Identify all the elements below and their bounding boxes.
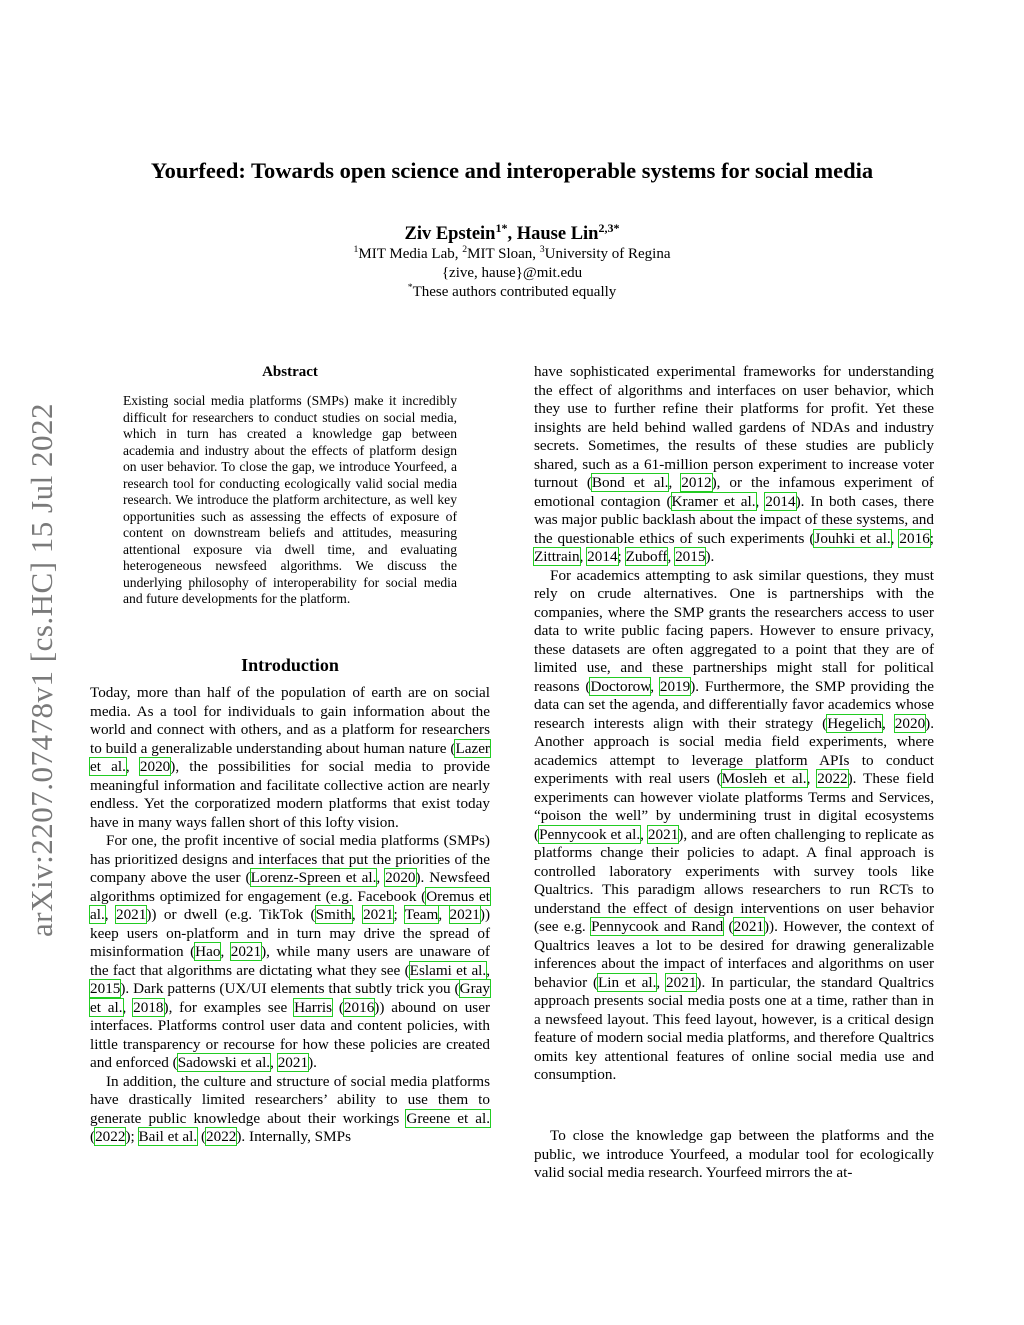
- citation-link[interactable]: 2021: [277, 1054, 309, 1071]
- citation-link[interactable]: 2018: [133, 998, 164, 1016]
- citation-link[interactable]: Team: [404, 906, 439, 923]
- citation-link[interactable]: 2015: [90, 980, 121, 997]
- text-span: ). Another approach is social media field experiments, where academics attempt to leverage platform APIs to conduct experiments with real users (: [534, 714, 935, 787]
- text-span: ), while many users are unaware of the fact that algorithms are dictating what they see (: [90, 943, 490, 979]
- text-span: (: [197, 1128, 206, 1145]
- citation-link[interactable]: 2021: [115, 906, 147, 923]
- text-span: ), the possibilities for social media to provide meaningful information and facilitate collective action are nearly endless. Yet the corporatized modern platforms that exist today have in many ways fallen short of this lofty vision.: [90, 758, 490, 831]
- author-sup: 2,3*: [598, 220, 620, 235]
- citation-link[interactable]: Doctorow: [590, 677, 651, 695]
- text-span: ,: [122, 998, 134, 1016]
- citation-link[interactable]: Hegelich: [827, 714, 883, 732]
- note-text: These authors contributed equally: [412, 284, 617, 300]
- note-marker: *: [407, 282, 413, 293]
- citation-link[interactable]: Kramer et al.: [671, 492, 756, 510]
- citation-link[interactable]: Zittrain: [534, 548, 580, 565]
- text-span: )) or dwell (e.g. TikTok (: [146, 906, 316, 923]
- arxiv-identifier: arXiv:2207.07478v1 [cs.HC] 15 Jul 2022: [24, 403, 59, 937]
- citation-link[interactable]: 2021: [666, 973, 697, 991]
- citation-link[interactable]: 2016: [343, 998, 375, 1016]
- citation-link[interactable]: 2021: [733, 918, 764, 935]
- author-name: Ziv Epstein: [404, 224, 496, 244]
- citation-link[interactable]: 2019: [659, 677, 691, 695]
- text-span: ), and are often challenging to replicate as platforms change their policies to adapt. A final approach is controlled laboratory experiments with survey tools like Qualtrics. This paradigm allows researchers to run RCTs to understand the effect of design interventions on user behavior (see e.g.: [534, 825, 934, 935]
- text-span: ,: [351, 906, 364, 923]
- text-span: ). These field experiments can however violate platforms Terms and Services, “poison the well” by undermining trust in digital ecosystems (: [534, 770, 934, 843]
- affiliation-sup: 3: [539, 244, 545, 255]
- text-span: ,: [486, 961, 490, 979]
- citation-link[interactable]: Bail et al.: [138, 1128, 198, 1145]
- text-span: )) abound on user interfaces. Platforms control user data and content policies, with little transparency or recourse for how these policies are created and enforced (: [90, 998, 491, 1071]
- text-span: ;: [617, 548, 626, 565]
- citation-link[interactable]: 2021: [363, 906, 394, 923]
- citation-link[interactable]: 2022: [206, 1128, 237, 1145]
- paragraph: [534, 567, 934, 1085]
- author-name: Hause Lin: [516, 224, 599, 244]
- text-span: ,: [667, 548, 676, 565]
- citation-link[interactable]: 2014: [765, 492, 796, 510]
- citation-link[interactable]: 2020: [385, 869, 416, 886]
- affiliation-name: University of Regina: [544, 246, 671, 262]
- affiliation-sup: 1: [353, 244, 359, 255]
- text-span: ;: [929, 529, 935, 547]
- text-span: ). In both cases, there was major public backlash about the impact of these systems, and the questionable ethics of such experiments (: [534, 492, 935, 547]
- text-span: ), for examples see: [163, 998, 295, 1016]
- citation-link[interactable]: 2021: [449, 906, 480, 923]
- citation-link[interactable]: 2015: [675, 548, 706, 565]
- text-span: );: [125, 1128, 139, 1145]
- citation-link[interactable]: 2012: [681, 474, 712, 491]
- paragraph: To close the knowledge gap between the platforms and the public, we introduce Yourfeed, a modular tool for ecologically valid social media research. Yourfeed mirrors the at-: [534, 1127, 934, 1181]
- citation-link[interactable]: Zuboff: [625, 548, 668, 565]
- citation-link[interactable]: Bond et al.: [591, 474, 669, 491]
- citation-link[interactable]: Lazer et al.: [90, 739, 490, 775]
- introduction-heading: Introduction: [241, 655, 339, 675]
- text-span: (: [723, 918, 734, 935]
- text-span: ,: [376, 869, 386, 886]
- paragraph: [534, 363, 934, 567]
- citation-link[interactable]: 2021: [230, 943, 262, 960]
- text-span: ), or the infamous experiment of emotional contagion (: [534, 474, 934, 510]
- text-span: ,: [438, 906, 450, 923]
- text-span: ).: [705, 548, 715, 565]
- text-span: ,: [755, 492, 766, 510]
- citation-link[interactable]: Mosleh et al.: [721, 770, 807, 787]
- text-span: )). However, the context of Qualtrics leaves a lot to be desired for drawing generalizable inferences about the impact of interfaces and algorithms on user behavior (: [534, 918, 935, 991]
- affiliations: [0, 245, 1024, 264]
- text-span: ,: [890, 529, 900, 547]
- text-span: ,: [640, 825, 648, 843]
- text-span: ). Internally, SMPs: [236, 1128, 351, 1145]
- citation-link[interactable]: Pennycook et al.: [539, 825, 641, 843]
- author-sup: 1*: [495, 220, 508, 235]
- citation-link[interactable]: 2016: [899, 529, 930, 547]
- right-column: [534, 363, 934, 1085]
- citation-link[interactable]: 2020: [139, 758, 171, 775]
- text-span: ). Dark patterns (UX/UI elements that subtly trick you (: [120, 980, 460, 997]
- citation-link[interactable]: Eslami et al.: [409, 961, 487, 979]
- citation-link[interactable]: Greene et al.: [406, 1109, 490, 1127]
- citation-link[interactable]: 2021: [647, 825, 679, 843]
- abstract-body: Existing social media platforms (SMPs) make it incredibly difficult for researchers to conduct studies on social media, which in turn has created a knowledge gap between academia and industry about the effects of platform design on user behavior. To close the gap, we introduce Yourfeed, a research tool for conducting ecologically valid social media research. We introduce the platform architecture, as well key opportunities such as assessing the effects of exposure of content on downstream beliefs and attitudes, measuring attentional exposure via dwell time, and evaluating heterogeneous newsfeed algorithms. We discuss the underlying philosophy of interoperability for social media and future developments for the platform.: [123, 393, 457, 606]
- author-email: {zive, hause}@mit.edu: [441, 265, 583, 281]
- right-column-closing: [534, 1127, 934, 1183]
- citation-link[interactable]: 2020: [894, 714, 926, 732]
- text-span: ,: [650, 677, 660, 695]
- text-span: ,: [806, 770, 818, 787]
- author-separator: ,: [507, 224, 517, 244]
- text-span: ,: [125, 758, 140, 775]
- text-span: (: [90, 1128, 96, 1145]
- text-span: ). Newsfeed algorithms optimized for engagement (e.g. Facebook (: [90, 869, 491, 905]
- paper-title: Yourfeed: Towards open science and interoperable systems for social media: [150, 158, 874, 183]
- citation-link[interactable]: Lorenz-Spreen et al.: [250, 869, 377, 886]
- citation-link[interactable]: 2022: [95, 1128, 126, 1145]
- text-span: ).: [308, 1054, 317, 1071]
- citation-link[interactable]: Hao: [195, 943, 221, 960]
- text-span: In addition, the culture and structure of social media platforms have drastically limited researchers’ ability to use them to generate public knowledge about their workings: [90, 1072, 490, 1127]
- text-span: ;: [393, 906, 405, 923]
- text-span: )) keep users on-platform and in turn may drive the spread of misinformation (: [90, 906, 491, 960]
- author-line: [0, 220, 1024, 245]
- equal-contribution-note: [0, 283, 1024, 302]
- paragraph: [90, 1073, 490, 1147]
- citation-link[interactable]: 2014: [587, 548, 618, 565]
- abstract-heading: Abstract: [262, 364, 318, 380]
- text-span: For academics attempting to ask similar questions, they must rely on crude alternatives. One is partnerships with the companies, where the SMP grants the researchers access to user data to write public facing papers. However to ensure privacy, these datasets are often aggregated to a point that they are of limited use, and these partnerships might stall for political reasons (: [534, 566, 934, 695]
- paragraph: [90, 832, 490, 1073]
- citation-link[interactable]: Lin et al.: [598, 973, 657, 991]
- citation-link[interactable]: Smith: [315, 906, 352, 923]
- text-span: ). Furthermore, the SMP providing the data can set the agenda, and differentially favor academics whose research interests align with their strategy (: [534, 677, 934, 732]
- citation-link[interactable]: Jouhki et al.: [814, 529, 891, 547]
- text-span: ,: [220, 943, 231, 960]
- affiliation-sup: 2: [462, 244, 468, 255]
- citation-link[interactable]: Harris: [294, 998, 333, 1016]
- paragraph: [90, 684, 490, 832]
- text-span: ,: [270, 1054, 278, 1071]
- text-span: ). In particular, the standard Qualtrics approach presents social media posts one at a time, rather than in a newsfeed layout. This feed layout, however, is a critical design feature of modern social media platforms, and therefore Qualtrics omits key attentional features of online social media use and consumption.: [534, 973, 934, 1083]
- citation-link[interactable]: Pennycook and Rand: [591, 918, 724, 935]
- text-span: Today, more than half of the population of earth are on social media. As a tool for individuals to gain information about the world and connect with others, and as a platform for researchers to build a generalizable understanding about human nature (: [90, 684, 490, 757]
- text-span: ,: [668, 474, 682, 491]
- citation-link[interactable]: Sadowski et al.: [177, 1054, 271, 1071]
- citation-link[interactable]: 2022: [817, 770, 848, 787]
- affiliation-name: MIT Sloan,: [467, 246, 540, 262]
- arxiv-sidebar: [12, 320, 72, 1020]
- text-span: ,: [104, 906, 116, 923]
- citation-link[interactable]: Oremus et al.: [90, 887, 490, 923]
- text-span: ,: [579, 548, 588, 565]
- text-span: (: [332, 998, 344, 1016]
- affiliation-name: MIT Media Lab,: [358, 246, 463, 262]
- text-span: ,: [656, 973, 667, 991]
- text-span: ,: [882, 714, 895, 732]
- citation-link[interactable]: Gray et al.: [90, 980, 490, 1016]
- text-span: For one, the profit incentive of social media platforms (SMPs) has prioritized designs and interfaces that put the priorities of the company above the user (: [90, 832, 490, 886]
- text-span: have sophisticated experimental frameworks for understanding the effect of algorithms and interfaces on user behavior, which they use to further refine their platforms for profit. Yet these insights are held behind walled gardens of NDAs and industry secrets. Sometimes, the results of these studies are publicly shared, such as a 61-million person experiment to increase voter turnout (: [534, 363, 934, 491]
- left-column: [90, 684, 490, 1147]
